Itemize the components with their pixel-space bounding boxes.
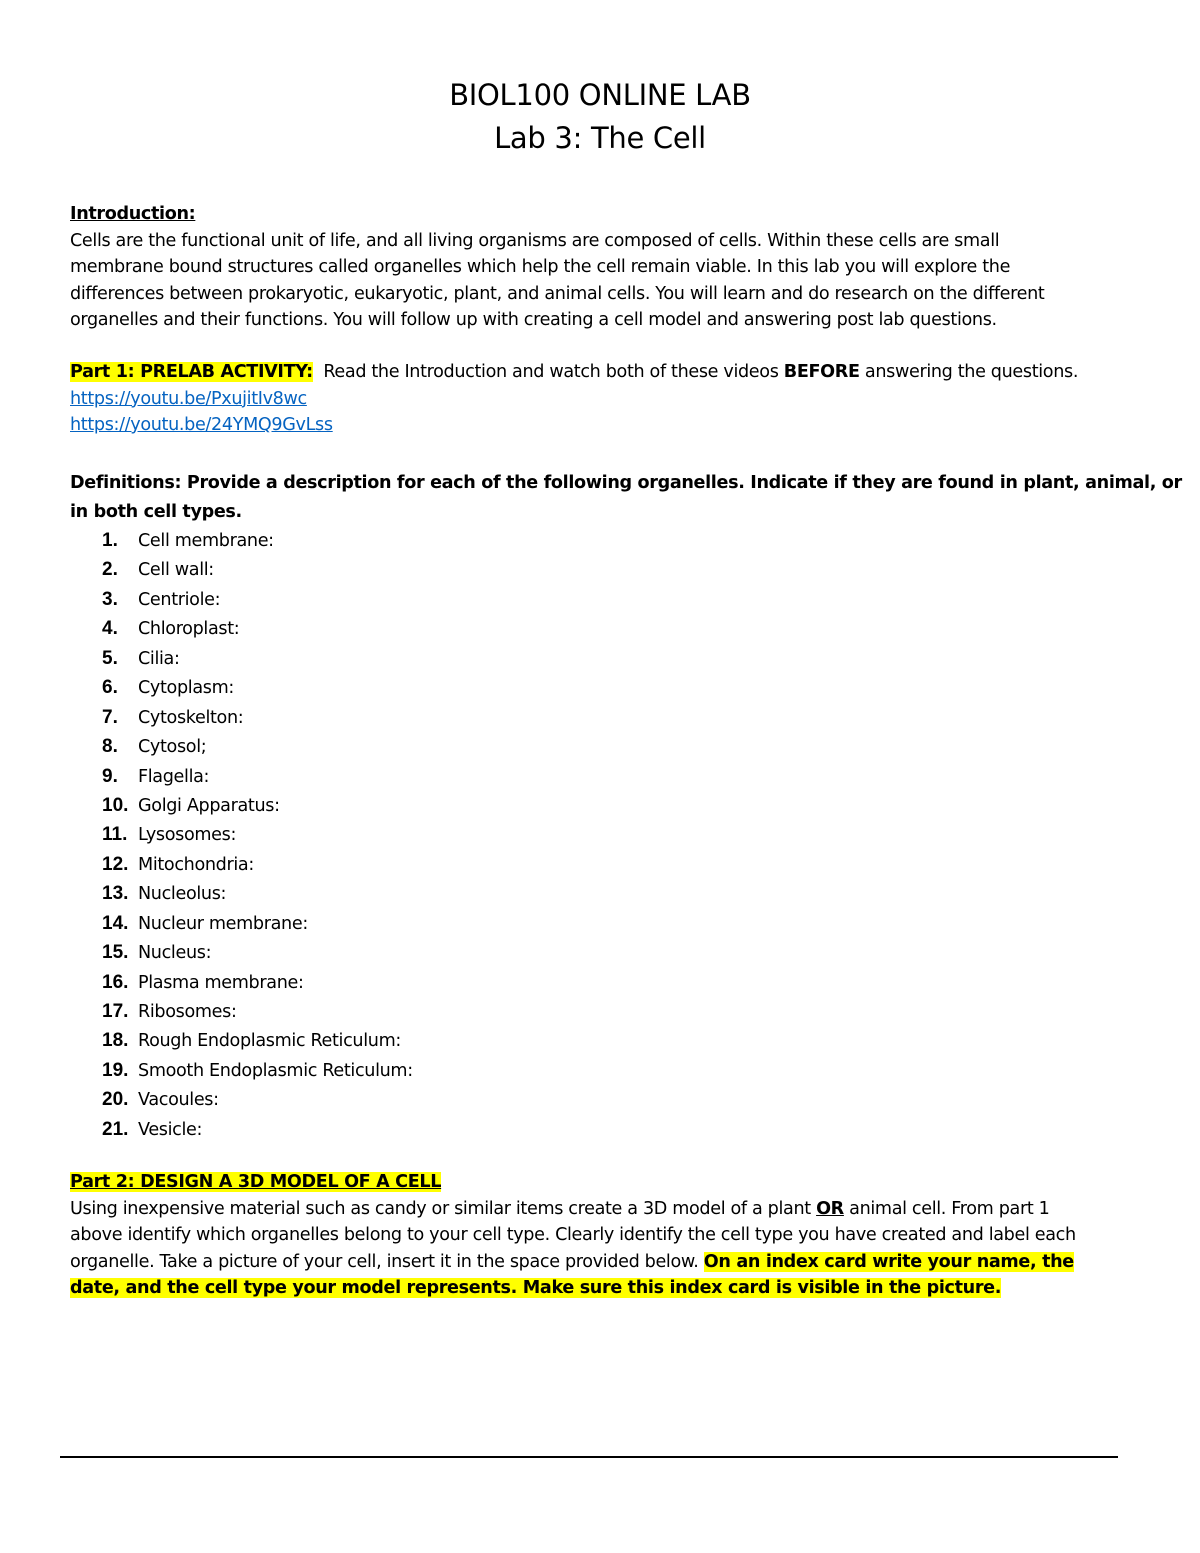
item-number: 12. [102, 853, 129, 875]
item-label: Cell membrane: [138, 531, 274, 551]
item-number: 4. [102, 618, 118, 640]
item-label: Chloroplast: [138, 619, 240, 640]
part2-line: above identify which organelles belong to your cell type. Clearly identify the cell type you have created and label each [70, 1225, 1076, 1245]
part2-line1-after: animal cell. From part 1 [849, 1198, 1050, 1219]
item-label: Flagella: [138, 766, 210, 787]
item-number: 17. [102, 1001, 129, 1022]
list-item [102, 644, 413, 673]
list-item [102, 585, 413, 614]
item-label: Golgi Apparatus: [138, 795, 280, 816]
item-label: Vesicle: [138, 1119, 203, 1140]
list-item [102, 1115, 413, 1144]
intro-line: differences between prokaryotic, eukaryotic, plant, and animal cells. You will learn and do research on the different [70, 283, 1045, 304]
list-item [102, 614, 413, 643]
item-number: 7. [102, 706, 118, 728]
part2-highlight: On an index card write your name, the [703, 1251, 1074, 1272]
part2-line [70, 1249, 1130, 1276]
intro-line: organelles and their functions. You will follow up with creating a cell model and answering post lab questions. [70, 310, 997, 330]
part1-instruction-before: Read the Introduction and watch both of these videos [323, 362, 779, 382]
item-label: Mitochondria: [138, 854, 254, 875]
part2-heading-line [70, 1169, 1130, 1196]
part2-line [70, 1196, 1130, 1223]
item-label: Nucleolus: [138, 884, 227, 905]
item-number: 21. [102, 1118, 129, 1140]
part1-instruction-bold: BEFORE [783, 362, 860, 382]
part1-instruction [70, 359, 1130, 386]
introduction-section [70, 201, 1130, 334]
part2-or-emphasis: OR [816, 1198, 844, 1219]
item-label: Nucleur membrane: [138, 913, 308, 934]
item-label: Cytoskelton: [138, 707, 244, 728]
list-item [102, 526, 413, 555]
item-number: 10. [102, 794, 129, 816]
list-item [102, 1085, 413, 1114]
part2-line1-before: Using inexpensive material such as candy or similar items create a 3D model of a plant [70, 1198, 811, 1219]
organelle-list [102, 526, 413, 1144]
item-number: 5. [102, 647, 118, 669]
item-number: 18. [102, 1030, 129, 1052]
item-label: Vacoules: [138, 1090, 219, 1111]
definitions-line: in both cell types. [70, 502, 242, 522]
definitions-line: Definitions: Provide a description for each of the following organelles. Indicate if they are found in plant, animal, or [70, 473, 1182, 493]
item-number: 3. [102, 588, 118, 610]
item-number: 14. [102, 912, 129, 934]
course-title: BIOL100 ONLINE LAB [449, 78, 751, 112]
introduction-heading: Introduction: [70, 204, 196, 224]
item-number: 8. [102, 736, 118, 758]
item-label: Smooth Endoplasmic Reticulum: [138, 1060, 413, 1081]
part2-highlight: date, and the cell type your model represents. Make sure this index card is visible in the picture. [70, 1278, 1002, 1298]
item-number: 19. [102, 1059, 129, 1081]
part2-label: Part 2: DESIGN A 3D MODEL OF A CELL [70, 1172, 442, 1192]
item-label: Ribosomes: [138, 1002, 237, 1022]
list-item [102, 732, 413, 761]
list-item [102, 820, 413, 849]
list-item [102, 850, 413, 879]
intro-line: Cells are the functional unit of life, and all living organisms are composed of cells. Within these cells are small [70, 230, 1000, 251]
list-item [102, 997, 413, 1026]
item-number: 11. [102, 824, 128, 846]
item-label: Cell wall: [138, 560, 214, 581]
item-label: Cytosol; [138, 737, 207, 758]
intro-line: membrane bound structures called organelles which help the cell remain viable. In this lab you will explore the [70, 257, 1011, 277]
item-label: Cilia: [138, 648, 180, 669]
item-number: 15. [102, 942, 129, 964]
item-label: Cytoplasm: [138, 678, 234, 699]
item-number: 6. [102, 677, 118, 699]
video-link-1[interactable]: https://youtu.be/PxujitIv8wc [70, 388, 307, 409]
part2-line3-plain: organelle. Take a picture of your cell, insert it in the space provided below. [70, 1251, 699, 1272]
item-number: 1. [102, 530, 118, 551]
part2-section [70, 1169, 1130, 1302]
part1-section [70, 359, 1130, 439]
definitions-instructions [70, 469, 1182, 527]
item-number: 16. [102, 971, 129, 993]
list-item [102, 938, 413, 967]
list-item [102, 909, 413, 938]
list-item [102, 879, 413, 908]
part2-line [70, 1275, 1130, 1302]
item-label: Rough Endoplasmic Reticulum: [138, 1031, 401, 1052]
lab-title: Lab 3: The Cell [494, 121, 706, 155]
part1-instruction-after: answering the questions. [864, 362, 1079, 382]
list-item [102, 791, 413, 820]
list-item [102, 673, 413, 702]
list-item [102, 1056, 413, 1085]
item-label: Nucleus: [138, 943, 212, 964]
part1-label: Part 1: PRELAB ACTIVITY: [70, 362, 313, 382]
list-item [102, 555, 413, 584]
item-number: 13. [102, 883, 129, 905]
list-item [102, 968, 413, 997]
item-label: Plasma membrane: [138, 972, 304, 993]
item-number: 2. [102, 559, 118, 581]
item-number: 9. [102, 765, 118, 787]
video-link-2[interactable]: https://youtu.be/24YMQ9GvLss [70, 415, 333, 435]
item-label: Centriole: [138, 589, 221, 610]
item-label: Lysosomes: [138, 825, 237, 846]
item-number: 20. [102, 1089, 129, 1111]
footer-divider [60, 1456, 1118, 1458]
list-item [102, 1026, 413, 1055]
list-item [102, 762, 413, 791]
list-item [102, 703, 413, 732]
